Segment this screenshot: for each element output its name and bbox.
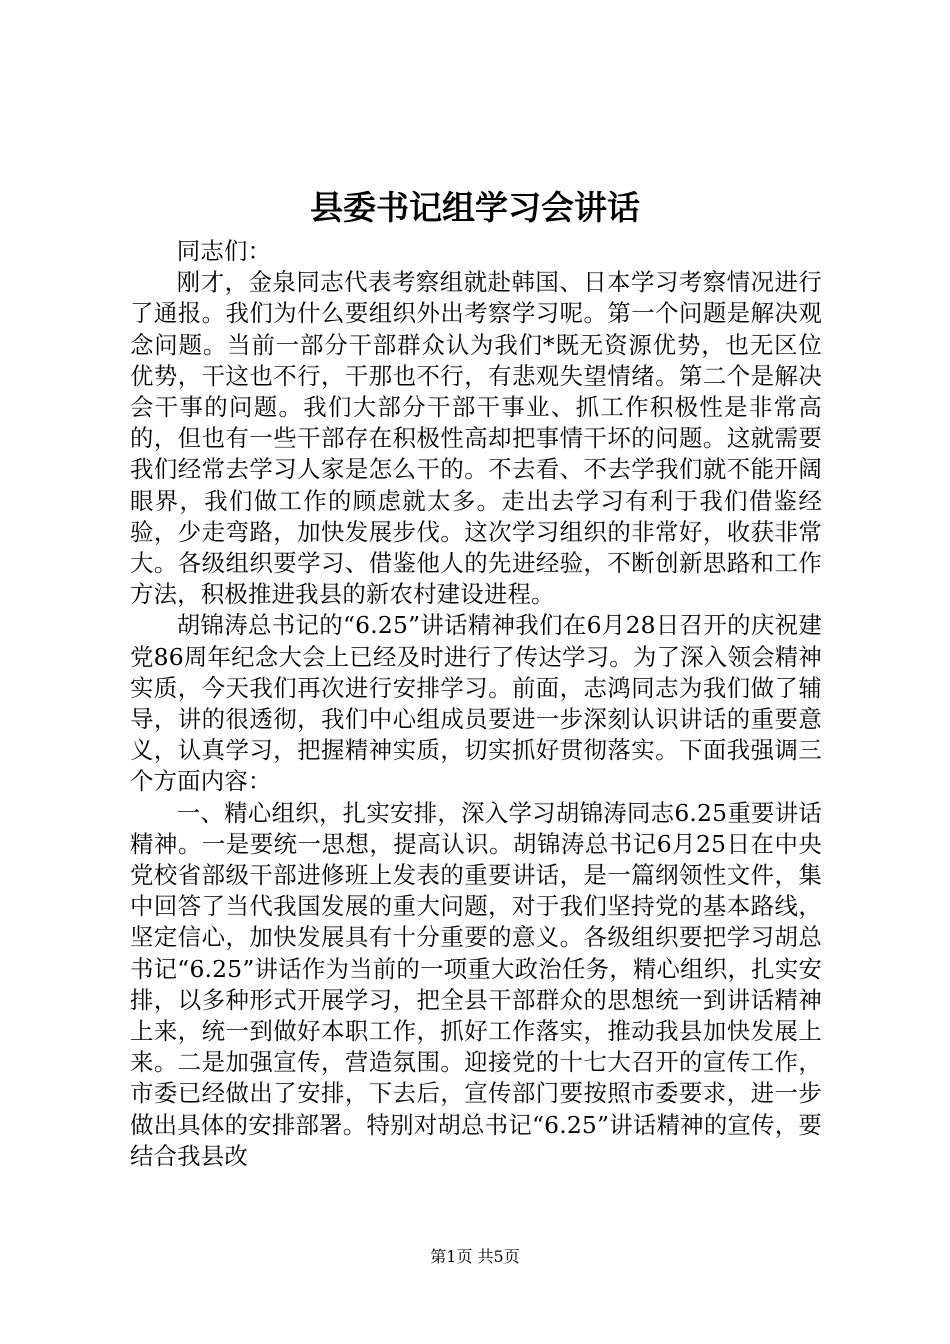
page-footer: 第1页 共5页 (430, 1247, 520, 1266)
document-body (130, 236, 822, 1172)
document-title: 县委书记组学习会讲话 (310, 188, 640, 227)
paragraph: 胡锦涛总书记的“6.25”讲话精神我们在6月28日召开的庆祝建党86周年纪念大会上已经及时进行了传达学习。为了深入领会精神实质，今天我们再次进行安排学习。前面，志鸿同志为我们做了辅导，讲的很透彻，我们中心组成员要进一步深刻认识讲话的重要意义，认真学习，把握精神实质，切实抓好贯彻落实。下面我强调三个方面内容： (130, 611, 822, 796)
paragraph: 刚才，金泉同志代表考察组就赴韩国、日本学习考察情况进行了通报。我们为什么要组织外出考察学习呢。第一个问题是解决观念问题。当前一部分干部群众认为我们*既无资源优势，也无区位优势，干这也不行，干那也不行，有悲观失望情绪。第二个是解决会干事的问题。我们大部分干部干事业、抓工作积极性是非常高的，但也有一些干部存在积极性高却把事情干坏的问题。这就需要我们经常去学习人家是怎么干的。不去看、不去学我们就不能开阔眼界，我们做工作的顾虑就太多。走出去学习有利于我们借鉴经验，少走弯路，加快发展步伐。这次学习组织的非常好，收获非常大。各级组织要学习、借鉴他人的先进经验，不断创新思路和工作方法，积极推进我县的新农村建设进程。 (130, 268, 822, 609)
salutation: 同志们： (176, 237, 272, 265)
paragraph: 一、精心组织，扎实安排，深入学习胡锦涛同志6.25重要讲话精神。一是要统一思想，提高认识。胡锦涛总书记6月25日在中央党校省部级干部进修班上发表的重要讲话，是一篇纲领性文件，集中回答了当代我国发展的重大问题，对于我们坚持党的基本路线，坚定信心，加快发展具有十分重要的意义。各级组织要把学习胡总书记“6.25”讲话作为当前的一项重大政治任务，精心组织，扎实安排，以多种形式开展学习，把全县干部群众的思想统一到讲话精神上来，统一到做好本职工作，抓好工作落实，推动我县加快发展上来。二是加强宣传，营造氛围。迎接党的十七大召开的宣传工作，市委已经做出了安排，下去后，宣传部门要按照市委要求，进一步做出具体的安排部署。特别对胡总书记“6.25”讲话精神的宣传，要结合我县改 (130, 798, 822, 1170)
